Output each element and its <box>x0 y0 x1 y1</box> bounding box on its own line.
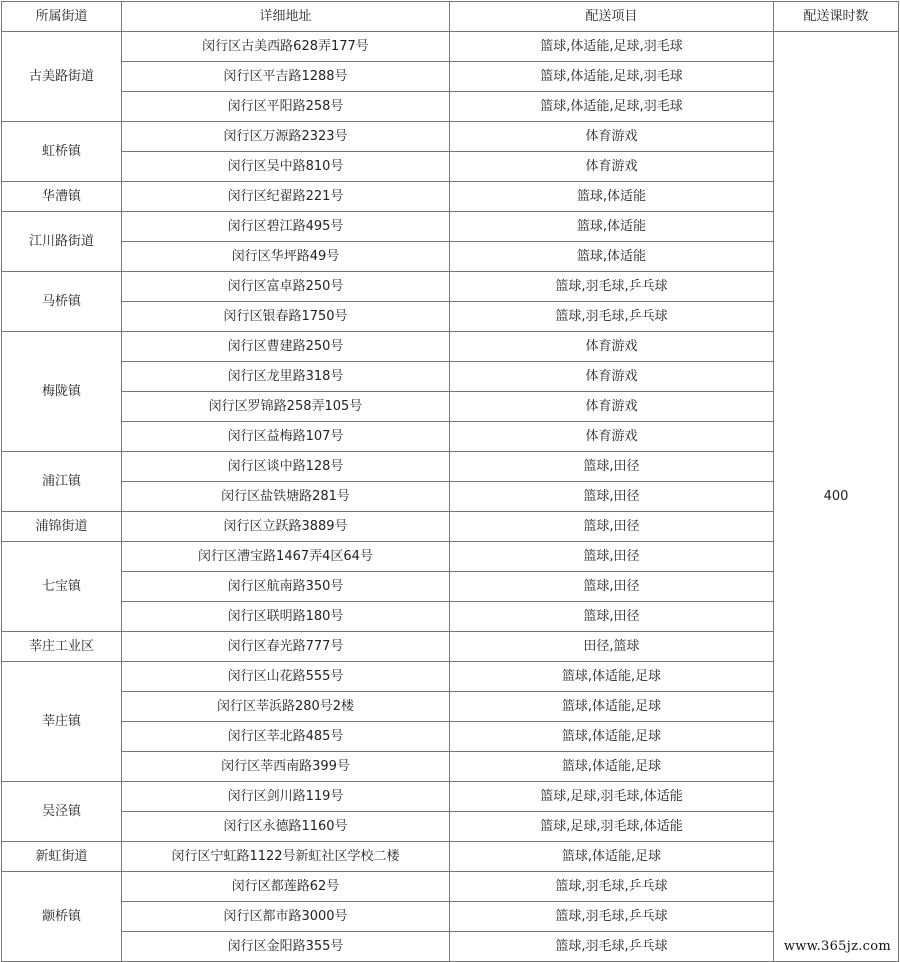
address-cell: 闵行区金阳路355号 <box>122 932 450 962</box>
header-items: 配送项目 <box>450 2 774 32</box>
items-cell: 篮球,田径 <box>450 602 774 632</box>
address-cell: 闵行区永德路1160号 <box>122 812 450 842</box>
table-row <box>2 572 899 602</box>
table-row <box>2 62 899 92</box>
table-row <box>2 332 899 362</box>
items-cell: 篮球,田径 <box>450 482 774 512</box>
items-cell: 篮球,羽毛球,乒乓球 <box>450 302 774 332</box>
address-cell: 闵行区联明路180号 <box>122 602 450 632</box>
table-row <box>2 152 899 182</box>
items-cell: 体育游戏 <box>450 152 774 182</box>
delivery-table <box>1 1 899 962</box>
address-cell: 闵行区平吉路1288号 <box>122 62 450 92</box>
items-cell: 篮球,田径 <box>450 542 774 572</box>
table-row <box>2 512 899 542</box>
street-cell: 浦江镇 <box>2 452 122 512</box>
items-cell: 篮球,体适能,足球 <box>450 722 774 752</box>
items-cell: 体育游戏 <box>450 332 774 362</box>
street-cell: 七宝镇 <box>2 542 122 632</box>
table-row <box>2 212 899 242</box>
table-row <box>2 272 899 302</box>
address-cell: 闵行区谈中路128号 <box>122 452 450 482</box>
header-street: 所属街道 <box>2 2 122 32</box>
items-cell: 篮球,羽毛球,乒乓球 <box>450 932 774 962</box>
header-row <box>2 2 899 32</box>
address-cell: 闵行区盐铁塘路281号 <box>122 482 450 512</box>
address-cell: 闵行区剑川路119号 <box>122 782 450 812</box>
items-cell: 篮球,体适能,足球 <box>450 662 774 692</box>
street-cell: 江川路街道 <box>2 212 122 272</box>
address-cell: 闵行区都市路3000号 <box>122 902 450 932</box>
items-cell: 体育游戏 <box>450 122 774 152</box>
items-cell: 篮球,田径 <box>450 512 774 542</box>
table-row <box>2 542 899 572</box>
items-cell: 篮球,体适能 <box>450 212 774 242</box>
street-cell: 颛桥镇 <box>2 872 122 962</box>
table-row <box>2 812 899 842</box>
street-cell: 浦锦街道 <box>2 512 122 542</box>
address-cell: 闵行区龙里路318号 <box>122 362 450 392</box>
table-row <box>2 692 899 722</box>
address-cell: 闵行区都莲路62号 <box>122 872 450 902</box>
items-cell: 篮球,羽毛球,乒乓球 <box>450 872 774 902</box>
table-row <box>2 902 899 932</box>
table-row <box>2 752 899 782</box>
items-cell: 篮球,体适能,足球 <box>450 692 774 722</box>
address-cell: 闵行区华坪路49号 <box>122 242 450 272</box>
items-cell: 田径,篮球 <box>450 632 774 662</box>
items-cell: 篮球,足球,羽毛球,体适能 <box>450 782 774 812</box>
table-row <box>2 932 899 962</box>
address-cell: 闵行区纪翟路221号 <box>122 182 450 212</box>
table-row <box>2 872 899 902</box>
table-row <box>2 662 899 692</box>
items-cell: 篮球,体适能 <box>450 182 774 212</box>
table-row <box>2 362 899 392</box>
address-cell: 闵行区银春路1750号 <box>122 302 450 332</box>
items-cell: 篮球,足球,羽毛球,体适能 <box>450 812 774 842</box>
address-cell: 闵行区山花路555号 <box>122 662 450 692</box>
table-row <box>2 392 899 422</box>
items-cell: 篮球,体适能,足球,羽毛球 <box>450 92 774 122</box>
items-cell: 篮球,体适能,足球 <box>450 842 774 872</box>
address-cell: 闵行区益梅路107号 <box>122 422 450 452</box>
address-cell: 闵行区万源路2323号 <box>122 122 450 152</box>
table-row <box>2 782 899 812</box>
table-row <box>2 842 899 872</box>
table-row <box>2 422 899 452</box>
street-cell: 莘庄工业区 <box>2 632 122 662</box>
items-cell: 篮球,体适能,足球 <box>450 752 774 782</box>
watermark: www.365jz.com <box>781 938 894 955</box>
hours-cell: 400 <box>774 32 899 962</box>
street-cell: 莘庄镇 <box>2 662 122 782</box>
address-cell: 闵行区吴中路810号 <box>122 152 450 182</box>
address-cell: 闵行区春光路777号 <box>122 632 450 662</box>
items-cell: 篮球,羽毛球,乒乓球 <box>450 272 774 302</box>
table-row <box>2 482 899 512</box>
table-row <box>2 92 899 122</box>
street-cell: 吴泾镇 <box>2 782 122 842</box>
items-cell: 篮球,体适能 <box>450 242 774 272</box>
address-cell: 闵行区莘西南路399号 <box>122 752 450 782</box>
items-cell: 体育游戏 <box>450 422 774 452</box>
table-row <box>2 602 899 632</box>
items-cell: 篮球,田径 <box>450 452 774 482</box>
table-row <box>2 32 899 62</box>
address-cell: 闵行区罗锦路258弄105号 <box>122 392 450 422</box>
items-cell: 篮球,田径 <box>450 572 774 602</box>
address-cell: 闵行区富卓路250号 <box>122 272 450 302</box>
items-cell: 体育游戏 <box>450 362 774 392</box>
header-address: 详细地址 <box>122 2 450 32</box>
items-cell: 篮球,体适能,足球,羽毛球 <box>450 62 774 92</box>
items-cell: 体育游戏 <box>450 392 774 422</box>
address-cell: 闵行区立跃路3889号 <box>122 512 450 542</box>
address-cell: 闵行区碧江路495号 <box>122 212 450 242</box>
address-cell: 闵行区漕宝路1467弄4区64号 <box>122 542 450 572</box>
items-cell: 篮球,体适能,足球,羽毛球 <box>450 32 774 62</box>
address-cell: 闵行区平阳路258号 <box>122 92 450 122</box>
street-cell: 古美路街道 <box>2 32 122 122</box>
address-cell: 闵行区航南路350号 <box>122 572 450 602</box>
items-cell: 篮球,羽毛球,乒乓球 <box>450 902 774 932</box>
table-row <box>2 302 899 332</box>
street-cell: 马桥镇 <box>2 272 122 332</box>
address-cell: 闵行区宁虹路1122号新虹社区学校二楼 <box>122 842 450 872</box>
street-cell: 梅陇镇 <box>2 332 122 452</box>
table-row <box>2 722 899 752</box>
table-row <box>2 182 899 212</box>
address-cell: 闵行区莘北路485号 <box>122 722 450 752</box>
street-cell: 华漕镇 <box>2 182 122 212</box>
address-cell: 闵行区曹建路250号 <box>122 332 450 362</box>
address-cell: 闵行区古美西路628弄177号 <box>122 32 450 62</box>
street-cell: 新虹街道 <box>2 842 122 872</box>
table-row <box>2 632 899 662</box>
table-row <box>2 242 899 272</box>
table-row <box>2 452 899 482</box>
street-cell: 虹桥镇 <box>2 122 122 182</box>
address-cell: 闵行区莘浜路280号2楼 <box>122 692 450 722</box>
header-hours: 配送课时数 <box>774 2 899 32</box>
table-row <box>2 122 899 152</box>
